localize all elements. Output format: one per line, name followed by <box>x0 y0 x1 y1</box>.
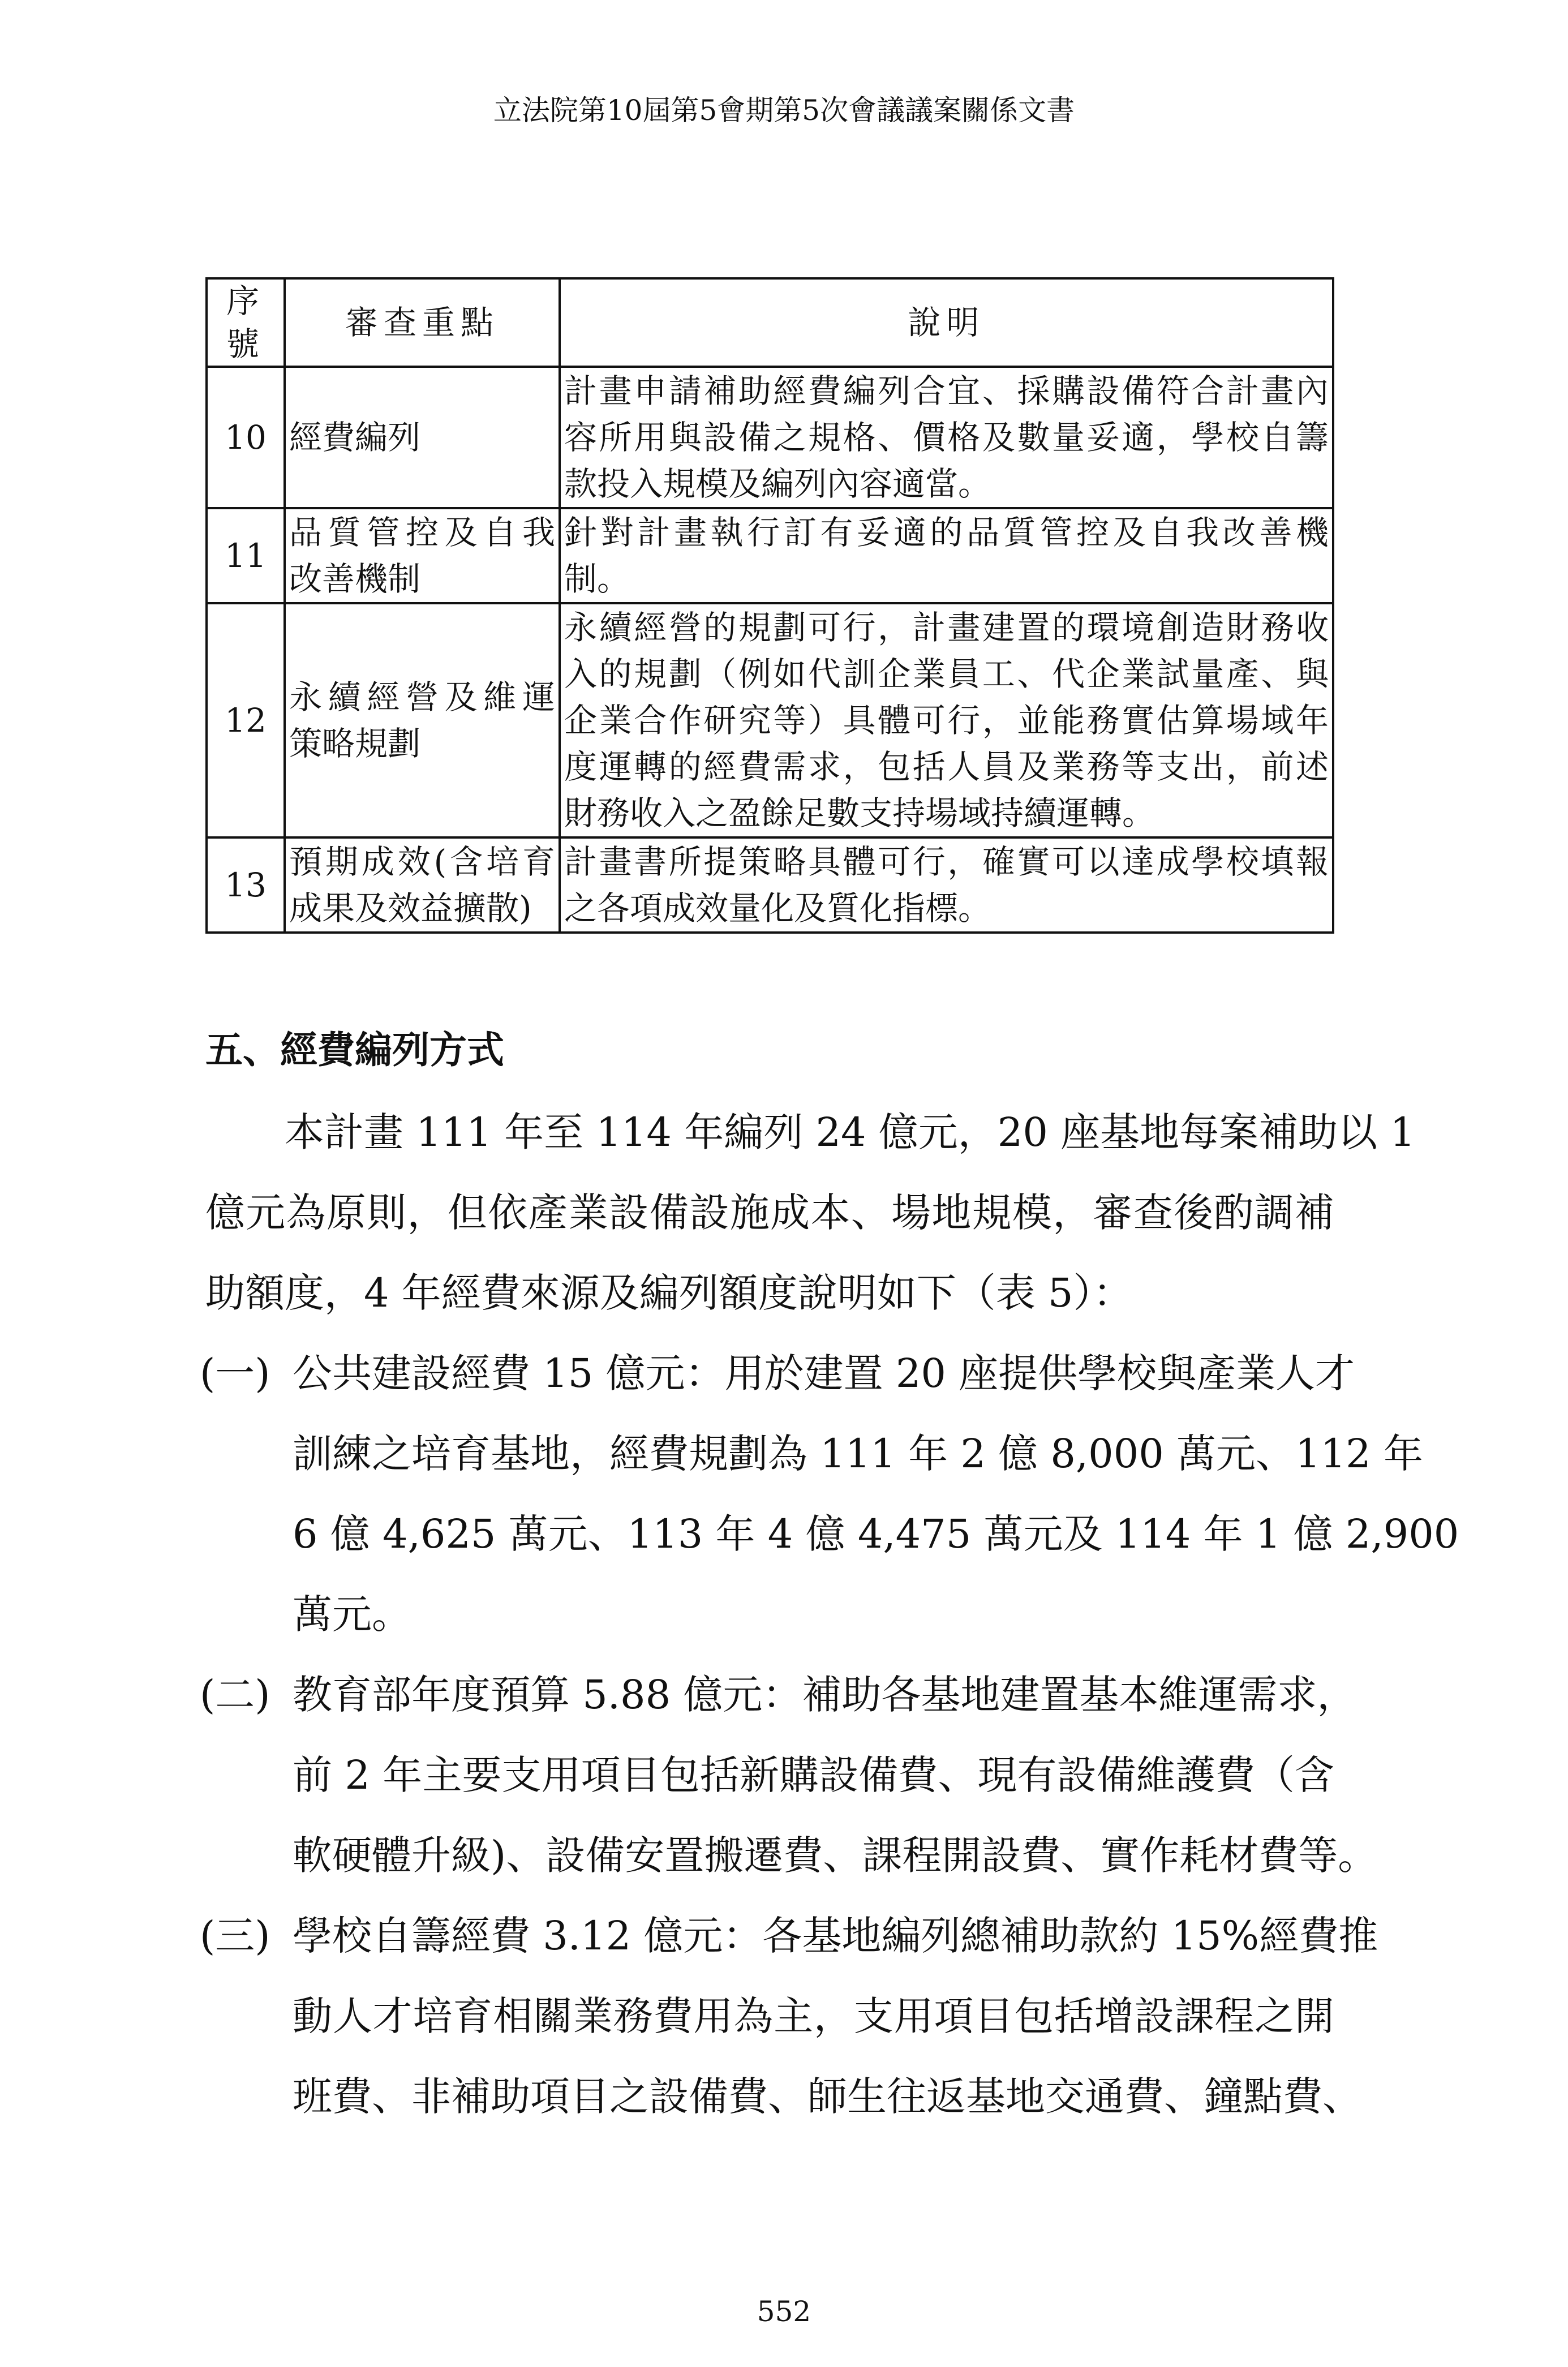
desc-line: 制。 <box>564 560 630 598</box>
desc-line: 入的規劃（例如代訓企業員工、代企業試量產、與 <box>564 655 1329 693</box>
item-line: 品質管控及自我 <box>289 513 555 552</box>
table-row <box>207 603 1333 837</box>
review-item <box>285 367 560 508</box>
list-item-line: 前 2 年主要支用項目包括新購設備費、現有設備維護費（含 <box>293 1752 1334 1798</box>
list-item-label: (三) <box>200 1913 270 1959</box>
list-item-line: 教育部年度預算 5.88 億元：補助各基地建置基本維運需求， <box>293 1672 1357 1718</box>
row-number: 11 <box>207 508 285 603</box>
desc-line: 容所用與設備之規格、價格及數量妥適，學校自籌 <box>564 418 1329 457</box>
list-item-line: 動人才培育相關業務費用為主，支用項目包括增設課程之開 <box>293 1993 1334 2039</box>
desc-line: 財務收入之盈餘足數支持場域持續運轉。 <box>564 794 1155 832</box>
item-line: 預期成效(含培育 <box>289 843 555 881</box>
review-item <box>285 837 560 933</box>
section-title: 五、經費編列方式 <box>205 1028 504 1072</box>
list-item-label: (一) <box>200 1350 270 1397</box>
list-item-line: 班費、非補助項目之設備費、師生往返基地交通費、鐘點費、 <box>293 2073 1362 2120</box>
list-item-line: 公共建設經費 15 億元：用於建置 20 座提供學校與產業人才 <box>293 1350 1355 1397</box>
list-item-line: 學校自籌經費 3.12 億元：各基地編列總補助款約 15%經費推 <box>293 1913 1378 1959</box>
row-description <box>560 603 1333 837</box>
row-description <box>560 367 1333 508</box>
list-item-line: 萬元。 <box>293 1591 411 1638</box>
table-row <box>207 837 1333 933</box>
row-number: 13 <box>207 837 285 933</box>
col-header-no: 序號 <box>207 278 285 367</box>
item-line: 永續經營及維運 <box>289 678 555 716</box>
desc-line: 之各項成效量化及質化指標。 <box>564 889 991 927</box>
list-item-line: 軟硬體升級)、設備安置搬遷費、課程開設費、實作耗材費等。 <box>293 1832 1378 1879</box>
desc-line: 針對計畫執行訂有妥適的品質管控及自我改善機 <box>564 513 1329 552</box>
row-description <box>560 837 1333 933</box>
desc-line: 度運轉的經費需求，包括人員及業務等支出，前述 <box>564 748 1329 786</box>
desc-line: 計畫申請補助經費編列合宜、採購設備符合計畫內 <box>564 372 1329 410</box>
review-criteria-table <box>205 277 1334 934</box>
intro-line: 助額度，4 年經費來源及編列額度說明如下（表 5）： <box>205 1270 1133 1316</box>
item-line: 經費編列 <box>289 418 421 457</box>
review-item <box>285 508 560 603</box>
review-item <box>285 603 560 837</box>
list-item-label: (二) <box>200 1672 270 1718</box>
page-number: 552 <box>757 2295 811 2328</box>
table-row <box>207 367 1333 508</box>
item-line: 成果及效益擴散) <box>289 889 532 927</box>
item-line: 策略規劃 <box>289 724 421 763</box>
desc-line: 計畫書所提策略具體可行，確實可以達成學校填報 <box>564 843 1329 881</box>
item-line: 改善機制 <box>289 560 421 598</box>
intro-line: 本計畫 111 年至 114 年編列 24 億元，20 座基地每案補助以 1 <box>285 1109 1415 1155</box>
row-number: 12 <box>207 603 285 837</box>
intro-line: 億元為原則，但依產業設備設施成本、場地規模，審查後酌調補 <box>205 1189 1334 1236</box>
list-item-line: 訓練之培育基地，經費規劃為 111 年 2 億 8,000 萬元、112 年 <box>293 1430 1423 1477</box>
desc-line: 永續經營的規劃可行，計畫建置的環境創造財務收 <box>564 608 1329 647</box>
desc-line: 款投入規模及編列內容適當。 <box>564 465 991 503</box>
document-header: 立法院第10屆第5會期第5次會議議案關係文書 <box>493 94 1075 127</box>
row-number: 10 <box>207 367 285 508</box>
row-description <box>560 508 1333 603</box>
col-header-item: 審查重點 <box>285 278 560 367</box>
desc-line: 企業合作研究等）具體可行，並能務實估算場域年 <box>564 701 1329 740</box>
table-header-row <box>207 278 1333 367</box>
table-row <box>207 508 1333 603</box>
body-text <box>200 1092 1459 2167</box>
list-item-line: 6 億 4,625 萬元、113 年 4 億 4,475 萬元及 114 年 1 億 2,900 <box>293 1511 1459 1557</box>
col-header-desc: 說明 <box>560 278 1333 367</box>
